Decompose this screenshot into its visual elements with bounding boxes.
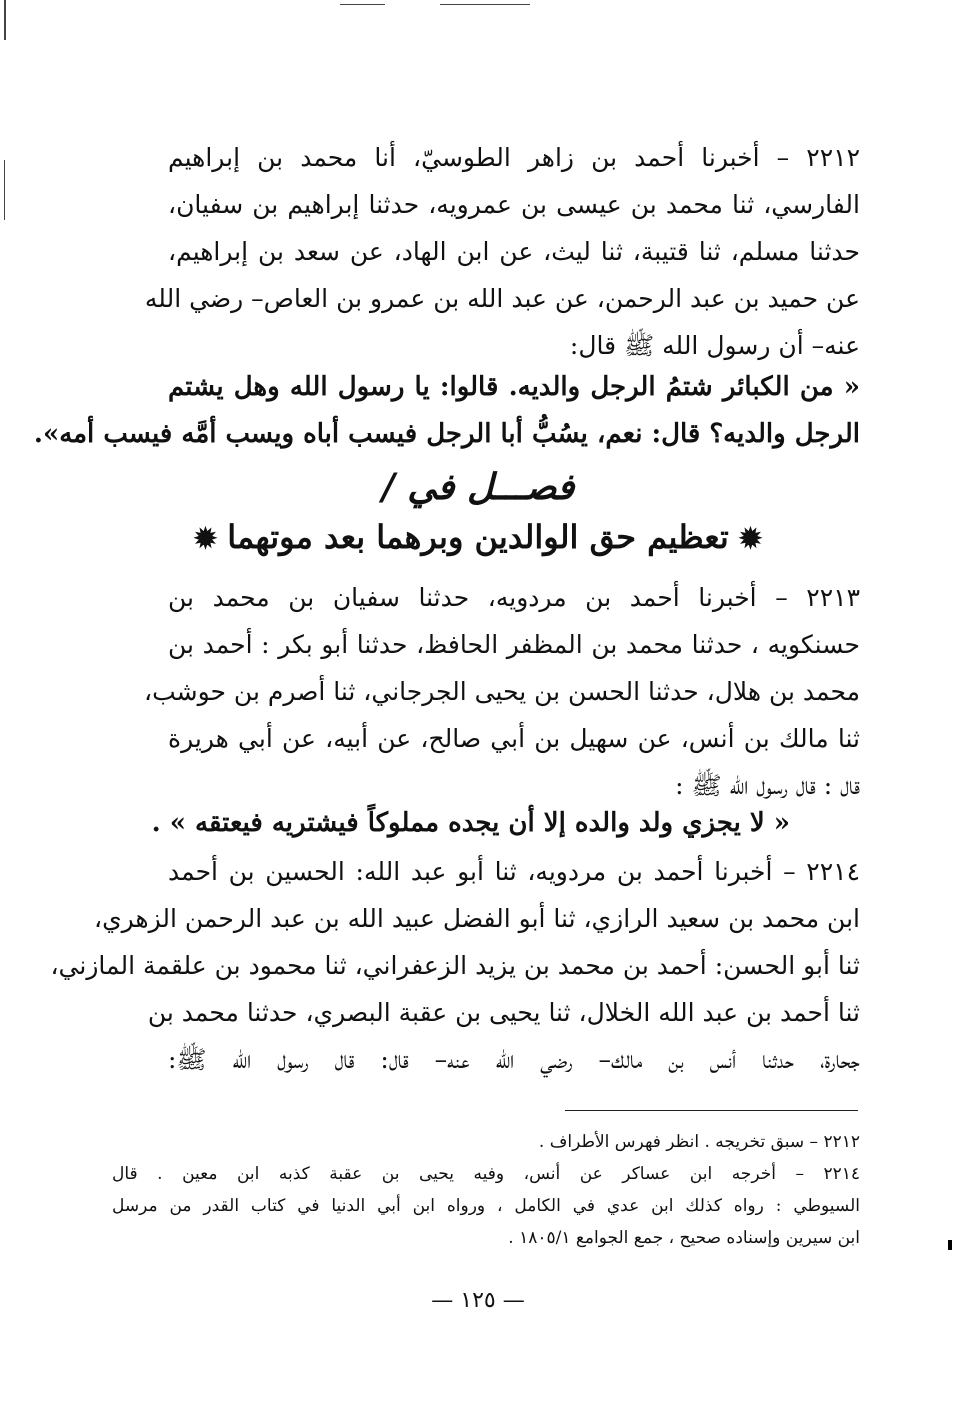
footnotes xyxy=(112,1126,860,1254)
section-fasl-heading: فصـــل في / xyxy=(381,466,575,508)
quote-line: « لا يجزي ولد والده إلا أن يجده مملوكاً فيشتريه فيعتقه » . xyxy=(151,808,790,838)
hadith-2213 xyxy=(144,574,860,809)
section-title xyxy=(0,514,956,562)
star-ornament-icon: ✹ xyxy=(193,522,218,555)
hadith-2212 xyxy=(144,134,860,369)
hadith-line: ٢٢١٣ – أخبرنا أحمد بن مردويه، حدثنا سفيان بن محمد بن xyxy=(168,583,860,612)
star-ornament-icon: ✹ xyxy=(738,522,763,555)
footnote-2214-line: السيوطي : رواه كذلك ابن عدي في الكامل ، ورواه ابن أبي الدنيا في كتاب القدر من مرسل xyxy=(112,1196,860,1216)
hadith-line: عنه– أن رسول الله ﷺ قال: xyxy=(569,331,860,360)
hadith-line: محمد بن هلال، حدثنا الحسن بن يحيى الجرجاني، ثنا أصرم بن حوشب، xyxy=(144,677,860,706)
footnote-separator xyxy=(565,1110,858,1111)
hadith-line: حدثنا مسلم، ثنا قتيبة، ثنا ليث، عن ابن الهاد، عن سعد بن إبراهيم، xyxy=(168,237,860,266)
section-title-text: تعظيم حق الوالدين وبرهما بعد موتهما xyxy=(227,518,729,556)
scan-top-mark xyxy=(340,4,385,5)
scan-edge-mark xyxy=(4,160,5,220)
hadith-2214 xyxy=(50,848,860,1083)
scan-edge-mark xyxy=(4,0,6,40)
hadith-2213-quote xyxy=(151,800,860,847)
footnote-2214-line: ابن سيرين وإسناده صحيح ، جمع الجوامع ١٨٠٥/١ . xyxy=(508,1228,860,1248)
hadith-line: الفارسي، ثنا محمد بن عيسى بن عمرويه، حدثنا إبراهيم بن سفيان، xyxy=(168,190,860,219)
hadith-line: قال : قال رسول الله ﷺ : xyxy=(675,771,860,800)
hadith-line: ثنا أبو الحسن: أحمد بن محمد بن يزيد الزعفراني، ثنا محمود بن علقمة المازني، xyxy=(50,951,860,980)
hadith-line: ثنا مالك بن أنس، عن سهيل بن أبي صالح، عن أبيه، عن أبي هريرة xyxy=(168,724,860,753)
hadith-line: ابن محمد بن سعيد الرازي، ثنا أبو الفضل عبيد الله بن عبد الرحمن الزهري، xyxy=(94,904,860,933)
hadith-line: ٢٢١٢ – أخبرنا أحمد بن زاهر الطوسيّ، أنا محمد بن إبراهيم xyxy=(168,143,860,172)
footnote-2214-line: ٢٢١٤ – أخرجه ابن عساكر عن أنس، وفيه يحيى بن عقبة كذبه ابن معين . قال xyxy=(112,1164,860,1184)
footnote-2212: ٢٢١٢ – سبق تخريجه . انظر فهرس الأطراف . xyxy=(538,1132,860,1152)
scan-top-mark xyxy=(440,4,530,5)
hadith-line: ثنا أحمد بن عبد الله الخلال، ثنا يحيى بن عقبة البصري، حدثنا محمد بن xyxy=(147,998,860,1027)
hadith-2212-quote xyxy=(33,364,860,458)
hadith-line: عن حميد بن عبد الرحمن، عن عبد الله بن عمرو بن العاص– رضي الله xyxy=(144,284,860,313)
scan-dot-mark xyxy=(948,1240,952,1250)
page-number: — ١٢٥ — xyxy=(431,1288,525,1313)
quote-line: « من الكبائر شتمُ الرجل والديه. قالوا: يا رسول الله وهل يشتم xyxy=(168,372,860,402)
quote-line: الرجل والديه؟ قال: نعم، يسُبُّ أبا الرجل فيسب أباه ويسب أمَّه فيسب أمه». xyxy=(33,419,860,449)
hadith-line: جحارة، حدثنا أنس بن مالك– رضي الله عنه– قال: قال رسول الله ﷺ: xyxy=(168,1045,860,1074)
hadith-line: ٢٢١٤ – أخبرنا أحمد بن مردويه، ثنا أبو عبد الله: الحسين بن أحمد xyxy=(168,857,860,886)
hadith-line: حسنكويه ، حدثنا محمد بن المظفر الحافظ، حدثنا أبو بكر : أحمد بن xyxy=(168,630,860,659)
